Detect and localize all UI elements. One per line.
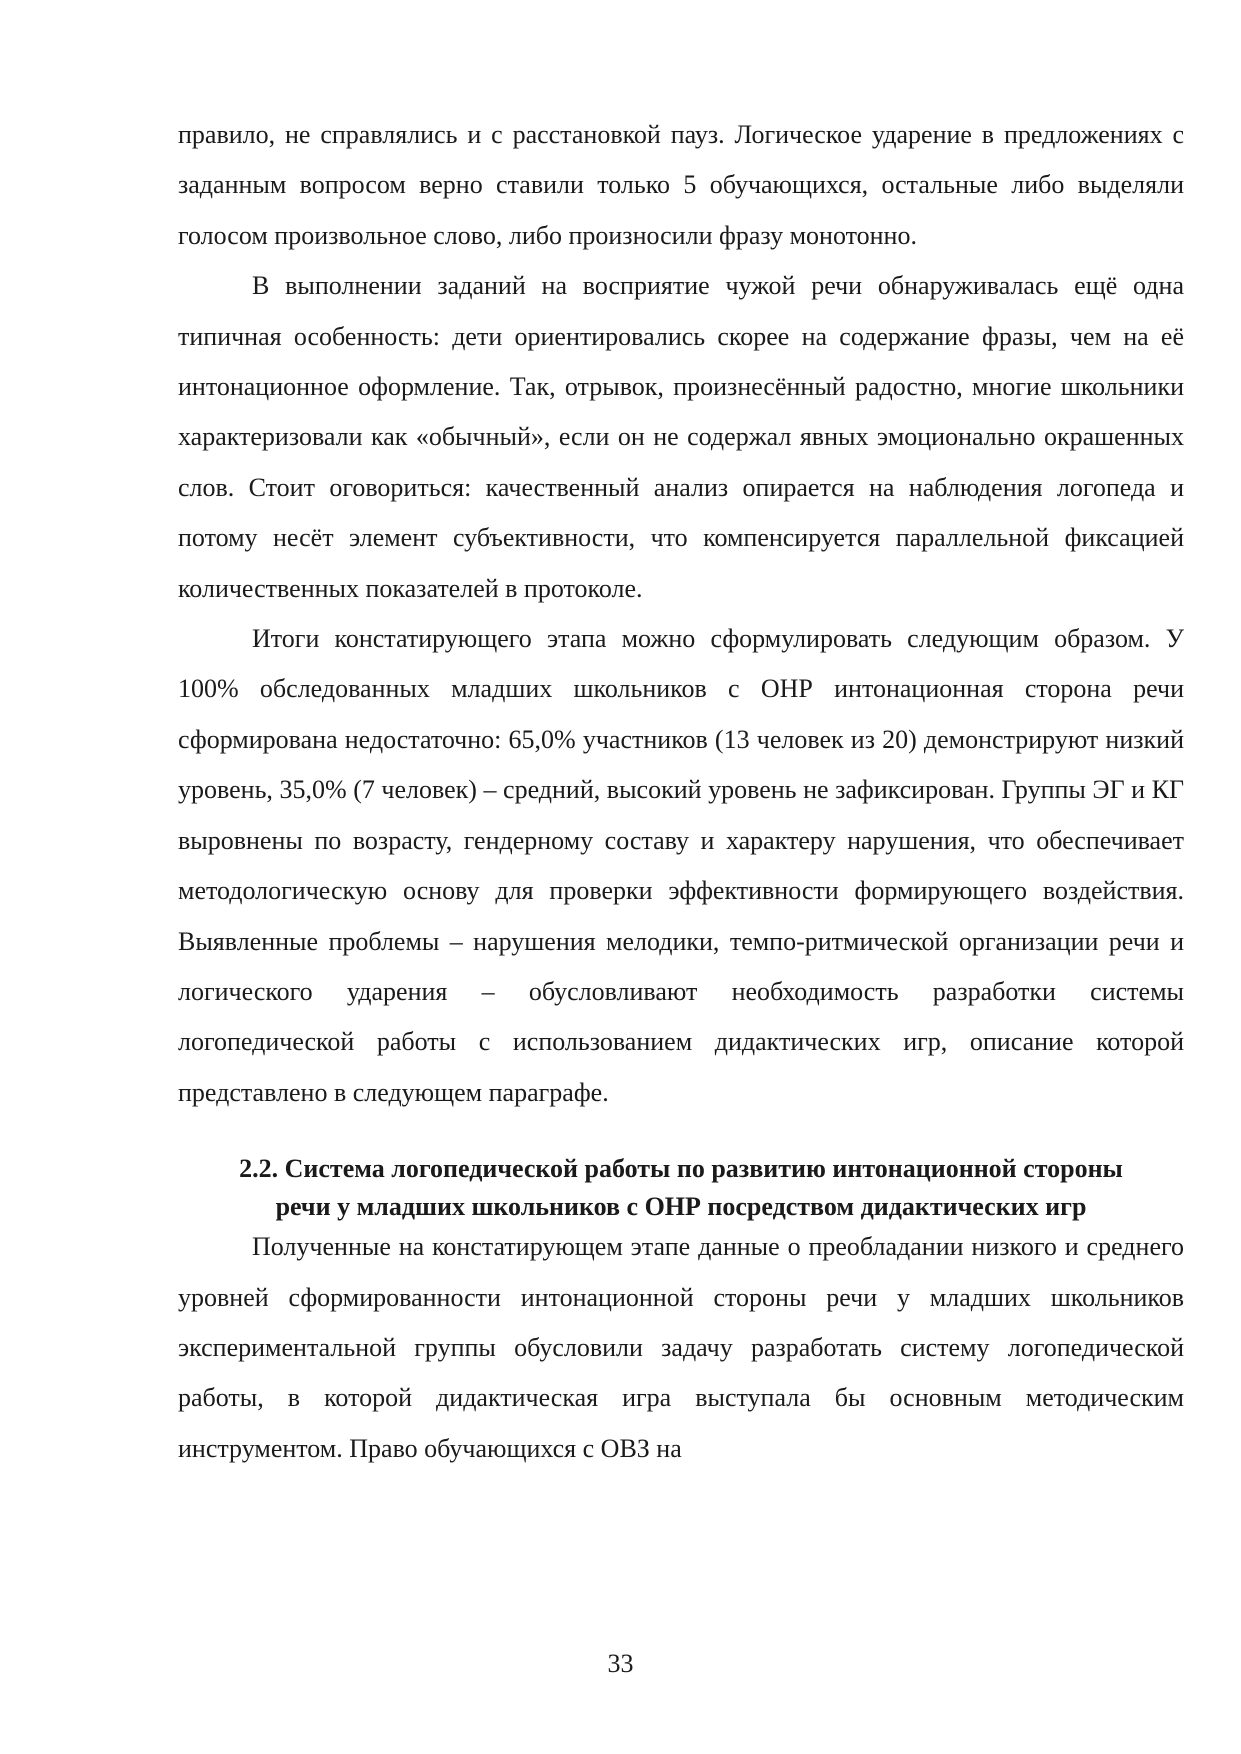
paragraph-continuation: правило, не справлялись и с расстановкой пауз. Логическое ударение в предложениях с заданным вопросом верно ставили только 5 обучающихся, остальные либо выделяли голосом произвольное слово, либо произносили фразу монотонно. (178, 120, 1184, 250)
section-heading (178, 1150, 1184, 1226)
section-heading-line-1: 2.2. Система логопедической работы по развитию интонационной стороны (239, 1154, 1123, 1184)
section-heading-line-2: речи у младших школьников с ОНР посредством дидактических игр (275, 1192, 1087, 1222)
page-body (178, 110, 1184, 1474)
page-number: 33 (607, 1649, 634, 1678)
paragraph-perception: В выполнении заданий на восприятие чужой речи обнаруживалась ещё одна типичная особенность: дети ориентировались скорее на содержание фразы, чем на её интонационное оформление. Так, отрывок, произнесённый радостно, многие школьники характеризовали как «обычный», если он не содержал явных эмоционально окрашенных слов. Стоит оговориться: качественный анализ опирается на наблюдения логопеда и потому несёт элемент субъективности, что компенсируется параллельной фиксацией количественных показателей в протоколе. (178, 271, 1184, 603)
paragraph-section-intro: Полученные на констатирующем этапе данные о преобладании низкого и среднего уровней сформированности интонационной стороны речи у младших школьников экспериментальной группы обусловили задачу разработать систему логопедической работы, в которой дидактическая игра выступала бы основным методическим инструментом. Право обучающихся с ОВЗ на (178, 1232, 1184, 1463)
paragraph-summary: Итоги констатирующего этапа можно сформулировать следующим образом. У 100% обследованных младших школьников с ОНР интонационная сторона речи сформирована недостаточно: 65,0% участников (13 человек из 20) демонстрируют низкий уровень, 35,0% (7 человек) – средний, высокий уровень не зафиксирован. Группы ЭГ и КГ выровнены по возрасту, гендерному составу и характеру нарушения, что обеспечивает методологическую основу для проверки эффективности формирующего воздействия. Выявленные проблемы – нарушения мелодики, темпо-ритмической организации речи и логического ударения – обусловливают необходимость разработки системы логопедической работы с использованием дидактических игр, описание которой представлено в следующем параграфе. (178, 624, 1184, 1107)
